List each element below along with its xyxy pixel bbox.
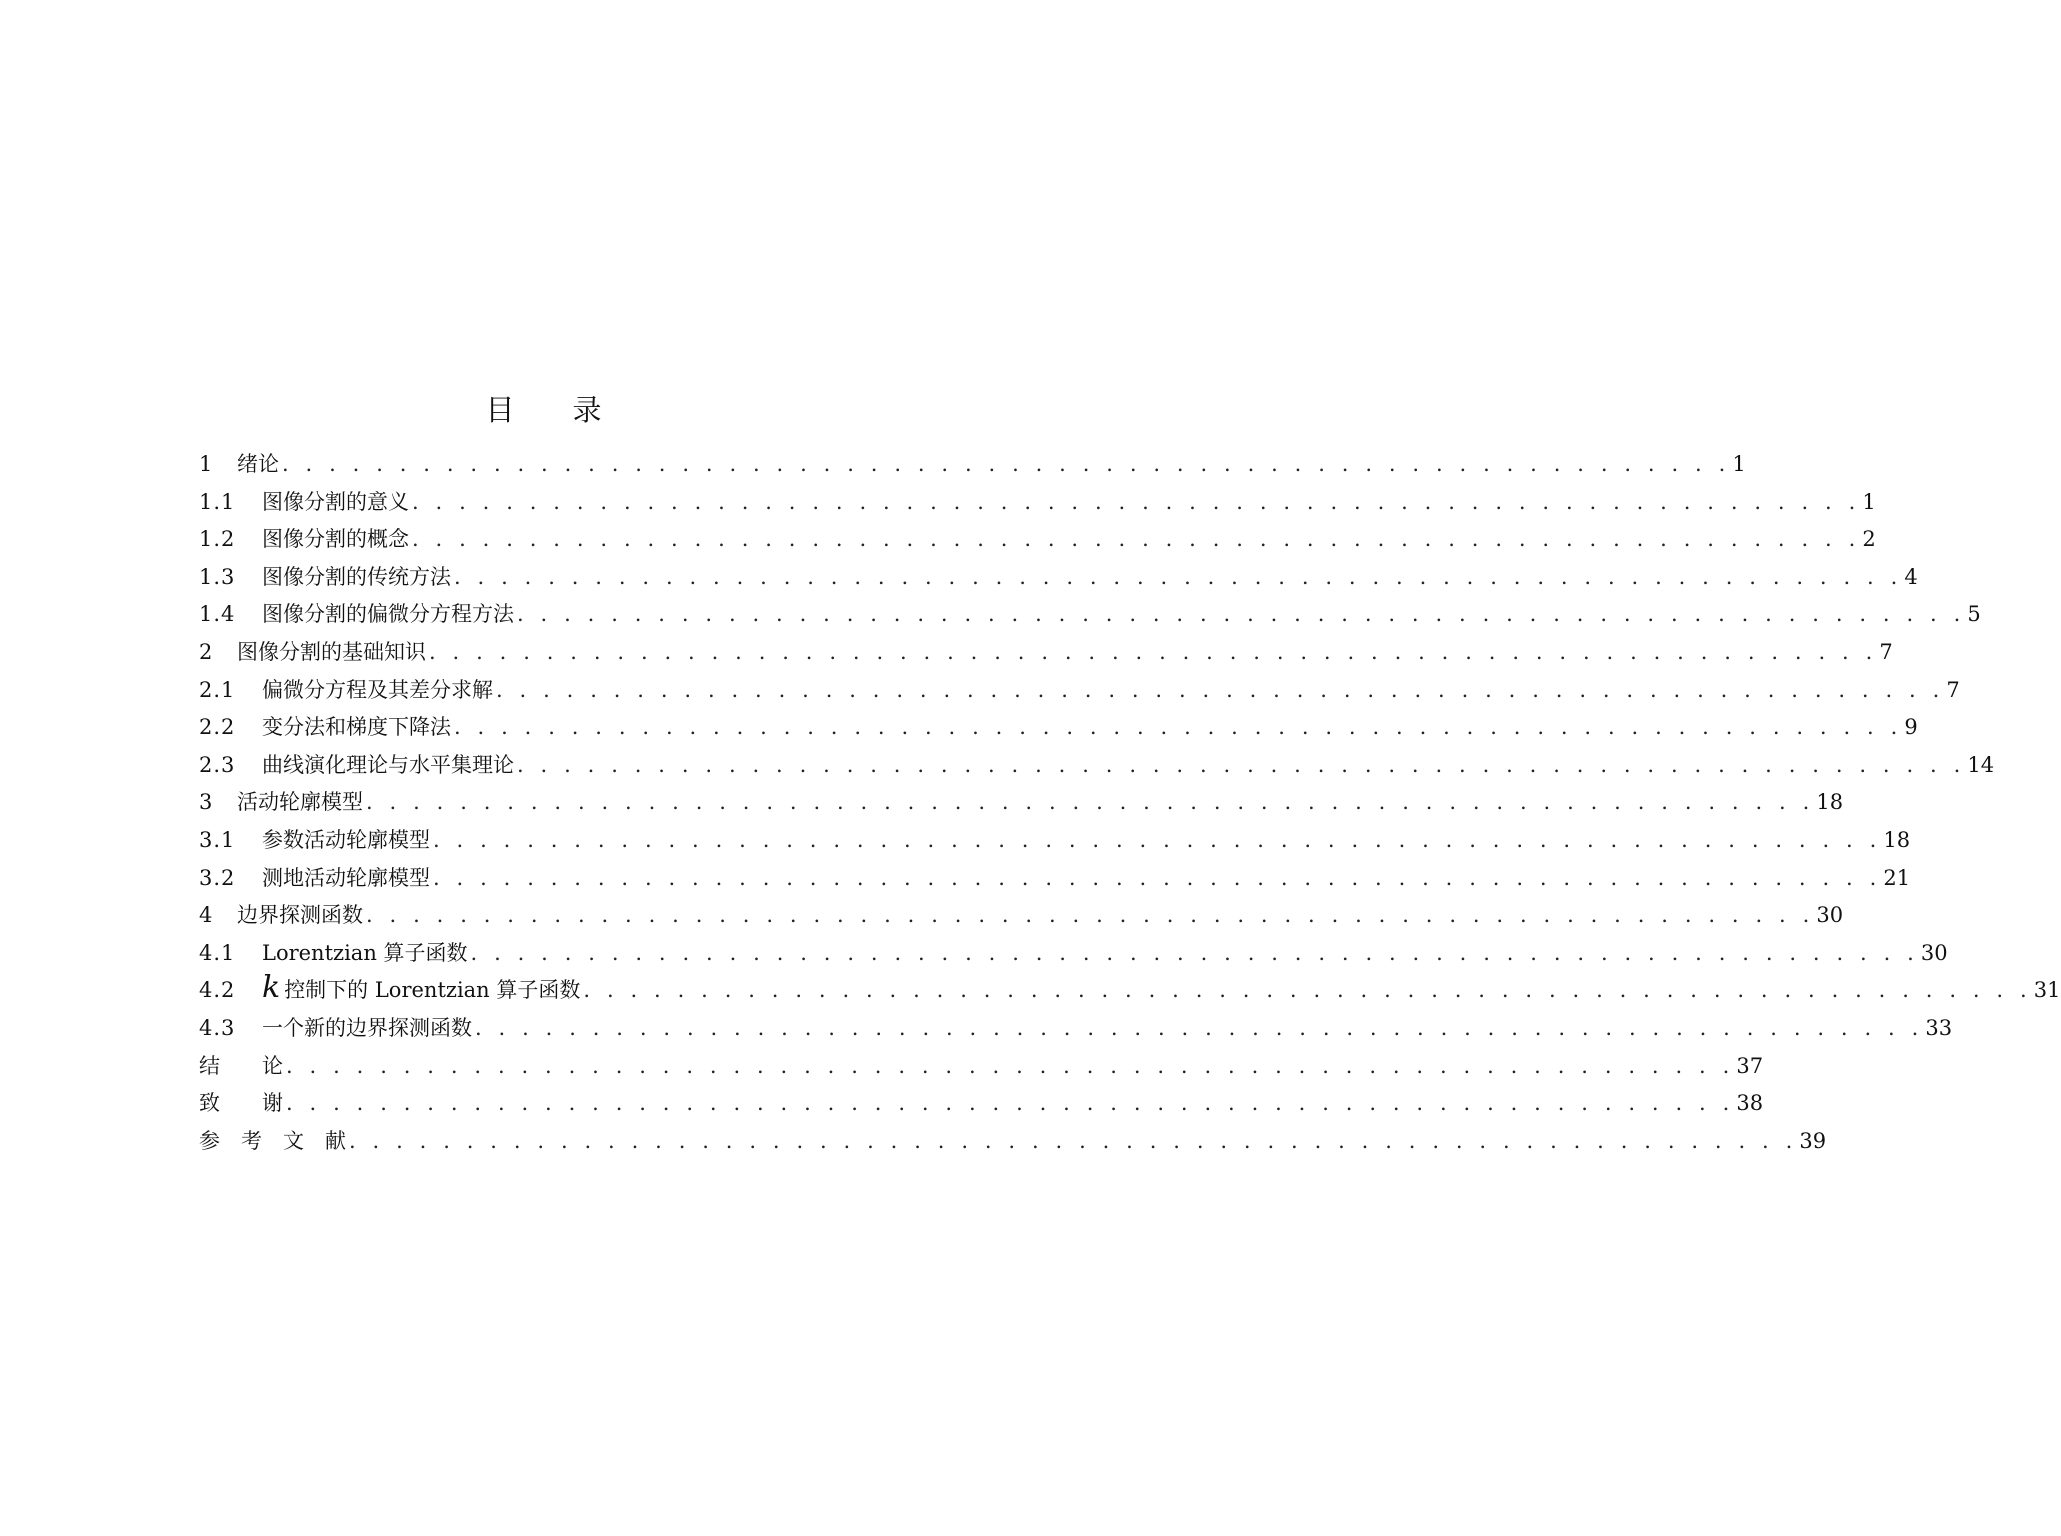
toc-entry-title: 图像分割的基础知识	[237, 639, 426, 664]
toc-entry-page: 18	[1816, 790, 1844, 815]
toc-entry-number: 3.2	[199, 865, 236, 890]
toc-entry[interactable]	[199, 784, 1844, 822]
toc-leader-dots: . . . . . . . . . . . . . . . . . . . . . . . . . . . . . . . . . . . . . . . . . . . . . . . . . . . . . . . . . . . . . .	[366, 903, 1815, 928]
toc-entry-title	[262, 972, 580, 1010]
toc-entry-number: 2	[199, 639, 214, 664]
toc-leader-dots: . . . . . . . . . . . . . . . . . . . . . . . . . . . . . . . . . . . . . . . . . . . . . . . . . . . . . . . . . . . . . .	[517, 602, 1966, 627]
toc-entry[interactable]	[199, 1010, 1953, 1048]
toc-entry-page: 30	[1816, 903, 1844, 928]
toc-entry-title: 图像分割的概念	[262, 527, 409, 552]
toc-entry[interactable]	[199, 747, 1995, 785]
toc-entry[interactable]	[199, 484, 1876, 522]
toc-entry-title: 结 论	[199, 1053, 283, 1078]
toc-entry-number: 2.3	[199, 752, 236, 777]
toc-entry-page: 39	[1799, 1128, 1827, 1153]
toc-leader-dots: . . . . . . . . . . . . . . . . . . . . . . . . . . . . . . . . . . . . . . . . . . . . . . . . . . . . . . . . . . . . . .	[475, 1015, 1924, 1040]
toc-entry-conclusion[interactable]	[199, 1048, 1764, 1086]
toc-entry[interactable]	[199, 559, 1918, 597]
toc-entry[interactable]	[199, 897, 1844, 935]
toc-entry-title: 测地活动轮廓模型	[262, 865, 430, 890]
toc-entry[interactable]	[199, 860, 1911, 898]
toc-entry-page: 14	[1967, 752, 1995, 777]
toc-entry-page: 7	[1879, 639, 1893, 664]
toc-entry-number: 1.1	[199, 489, 236, 514]
toc-heading	[0, 390, 1087, 430]
math-symbol-k: k	[262, 970, 281, 1006]
toc-entry[interactable]	[199, 935, 1948, 973]
toc-entry-number: 3.1	[199, 827, 236, 852]
toc-leader-dots: . . . . . . . . . . . . . . . . . . . . . . . . . . . . . . . . . . . . . . . . . . . . . . . . . . . . . . . . . . . . . .	[583, 978, 2032, 1003]
toc-leader-dots: . . . . . . . . . . . . . . . . . . . . . . . . . . . . . . . . . . . . . . . . . . . . . . . . . . . . . . . . . . . . . .	[454, 564, 1903, 589]
toc-leader-dots: . . . . . . . . . . . . . . . . . . . . . . . . . . . . . . . . . . . . . . . . . . . . . . . . . . . . . . . . . . . . . .	[454, 715, 1903, 740]
toc-entry-page: 31	[2033, 978, 2061, 1003]
toc-entry-page: 5	[1967, 602, 1981, 627]
toc-entry-number: 2.1	[199, 677, 236, 702]
toc-leader-dots: . . . . . . . . . . . . . . . . . . . . . . . . . . . . . . . . . . . . . . . . . . . . . . . . . . . . . . . . . . . . . .	[433, 865, 1882, 890]
toc-entry-number: 1.4	[199, 602, 236, 627]
toc-entry-page: 1	[1732, 452, 1746, 476]
toc-entry-title: 边界探测函数	[237, 903, 363, 928]
toc-entry-number: 2.2	[199, 715, 236, 740]
toc-entry-title: 一个新的边界探测函数	[262, 1015, 472, 1040]
toc-entry-title: 活动轮廓模型	[237, 790, 363, 815]
toc-heading-char-2: 录	[572, 393, 660, 427]
toc-entry-page: 30	[1920, 940, 1948, 965]
toc-entry[interactable]	[199, 709, 1918, 747]
toc-leader-dots: . . . . . . . . . . . . . . . . . . . . . . . . . . . . . . . . . . . . . . . . . . . . . . . . . . . . . . . . . . . . . .	[429, 639, 1878, 664]
toc-entry-number: 4.2	[199, 978, 236, 1003]
toc-entry-number: 1.3	[199, 564, 236, 589]
toc-leader-dots: . . . . . . . . . . . . . . . . . . . . . . . . . . . . . . . . . . . . . . . . . . . . . . . . . . . . . . . . . . . . . .	[286, 1053, 1735, 1078]
toc-entry-references[interactable]	[199, 1123, 1827, 1161]
toc-entry-title: 绪论	[237, 452, 279, 476]
toc-entry-page: 38	[1736, 1091, 1764, 1116]
toc-entry-page: 33	[1925, 1015, 1953, 1040]
toc-entry-page: 2	[1862, 527, 1876, 552]
toc-entry[interactable]	[199, 596, 1981, 634]
toc-entry-number: 3	[199, 790, 214, 815]
toc-entry-page: 9	[1904, 715, 1918, 740]
toc-entry-page: 1	[1862, 489, 1876, 514]
toc-entry-title: Lorentzian 算子函数	[262, 940, 468, 965]
toc-entry-title: 偏微分方程及其差分求解	[262, 677, 493, 702]
toc-entry-page: 4	[1904, 564, 1918, 589]
toc-leader-dots: . . . . . . . . . . . . . . . . . . . . . . . . . . . . . . . . . . . . . . . . . . . . . . . . . . . . . . . . . . . . . .	[433, 827, 1882, 852]
toc-entry[interactable]	[199, 822, 1911, 860]
toc-entry-title: 图像分割的传统方法	[262, 564, 451, 589]
toc-leader-dots: . . . . . . . . . . . . . . . . . . . . . . . . . . . . . . . . . . . . . . . . . . . . . . . . . . . . . . . . . . . . . .	[470, 940, 1919, 965]
toc-entry-title: 致 谢	[199, 1091, 283, 1116]
toc-entry[interactable]	[199, 672, 1960, 710]
toc-entry-number: 4	[199, 903, 214, 928]
toc-entry[interactable]	[199, 521, 1876, 559]
toc-leader-dots: . . . . . . . . . . . . . . . . . . . . . . . . . . . . . . . . . . . . . . . . . . . . . . . . . . . . . . . . . . . . . .	[412, 489, 1861, 514]
toc-entry-title-text: 控制下的 Lorentzian 算子函数	[284, 978, 581, 1003]
toc-leader-dots: . . . . . . . . . . . . . . . . . . . . . . . . . . . . . . . . . . . . . . . . . . . . . . . . . . . . . . . . . . . . . .	[496, 677, 1945, 702]
toc-leader-dots: . . . . . . . . . . . . . . . . . . . . . . . . . . . . . . . . . . . . . . . . . . . . . . . . . . . . . . . . . . . . . .	[517, 752, 1966, 777]
toc-leader-dots: . . . . . . . . . . . . . . . . . . . . . . . . . . . . . . . . . . . . . . . . . . . . . . . . . . . . . . . . . . . . . .	[366, 790, 1815, 815]
toc-entry-title: 参数活动轮廓模型	[262, 827, 430, 852]
toc-entry-number: 1.2	[199, 527, 236, 552]
toc-leader-dots: . . . . . . . . . . . . . . . . . . . . . . . . . . . . . . . . . . . . . . . . . . . . . . . . . . . . . . . . . . . . . .	[282, 452, 1731, 476]
toc-entry-page: 21	[1883, 865, 1911, 890]
toc-entry-number: 1	[199, 452, 214, 476]
toc-entry-title: 图像分割的偏微分方程方法	[262, 602, 514, 627]
toc-leader-dots: . . . . . . . . . . . . . . . . . . . . . . . . . . . . . . . . . . . . . . . . . . . . . . . . . . . . . . . . . . . . . .	[286, 1091, 1735, 1116]
toc-leader-dots: . . . . . . . . . . . . . . . . . . . . . . . . . . . . . . . . . . . . . . . . . . . . . . . . . . . . . . . . . . . . . .	[349, 1128, 1798, 1153]
toc-leader-dots: . . . . . . . . . . . . . . . . . . . . . . . . . . . . . . . . . . . . . . . . . . . . . . . . . . . . . . . . . . . . . .	[412, 527, 1861, 552]
toc-heading-char-1: 目	[485, 393, 573, 427]
table-of-contents	[199, 446, 2061, 1160]
toc-entry-page: 7	[1946, 677, 1960, 702]
toc-entry-page: 37	[1736, 1053, 1764, 1078]
toc-entry-number: 4.3	[199, 1015, 236, 1040]
toc-entry-page: 18	[1883, 827, 1911, 852]
toc-entry-title: 参 考 文 献	[199, 1128, 346, 1153]
toc-entry[interactable]	[199, 970, 2061, 1010]
toc-entry-title: 变分法和梯度下降法	[262, 715, 451, 740]
toc-entry[interactable]	[199, 634, 1893, 672]
toc-entry-acknowledgements[interactable]	[199, 1085, 1764, 1123]
toc-entry[interactable]	[199, 446, 1746, 484]
toc-entry-title: 图像分割的意义	[262, 489, 409, 514]
toc-entry-number: 4.1	[199, 940, 236, 965]
toc-entry-title: 曲线演化理论与水平集理论	[262, 752, 514, 777]
